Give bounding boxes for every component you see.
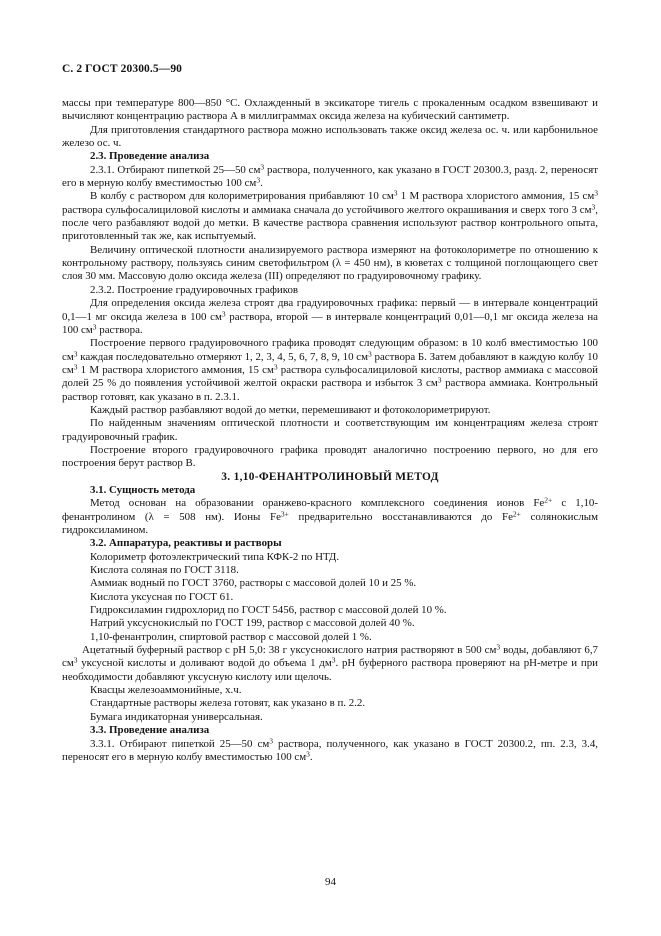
heading-2-3-2: 2.3.2. Построение градуировочных графиков xyxy=(90,283,299,296)
paragraph-continued: массы при температуре 800—850 °С. Охлажденный в эксикаторе тигель с прокаленным осадком взвешивают и вычисляют концентрацию раствора А в миллиграммах оксида железа на кубический сантиметр. xyxy=(62,97,598,123)
heading-3-2: 3.2. Аппаратура, реактивы и растворы xyxy=(90,537,282,550)
section-title-3: 3. 1,10-ФЕНАНТРОЛИНОВЫЙ МЕТОД xyxy=(221,470,439,483)
document-body xyxy=(62,97,598,764)
paragraph-2-3-1: 2.3.1. Отбирают пипеткой 25—50 $см^3$ раствора, полученного, как указано в ГОСТ 20300.3, разд. 2, переносят его в мерную колбу вместимостью 100 $см^3$. xyxy=(62,162,599,190)
paragraph-3-3-1: 3.3.1. Отбирают пипеткой 25—50 $см^3$ раствора, полученного, как указано в ГОСТ 20300.2, пп. 2.3, 3.4, переносят его в мерную колбу вместимостью 100 $см^3$. xyxy=(62,736,599,763)
reagent-item: Кислота соляная по ГОСТ 3118. xyxy=(90,564,239,577)
paragraph-buffer-solution: Ацетатный буферный раствор с pH 5,0: 38 г уксуснокислого натрия растворяют в 500 $см^3$ воды, добавляют 6,7 $см^3$ уксусной кислоты и доливают водой до объема 1 $дм^3$. pH буферного раствора проверяют на pH-метре и при необходимости добавляют уксусную кислоту или щелочь. xyxy=(62,642,598,683)
heading-3-3: 3.3. Проведение анализа xyxy=(90,724,210,737)
reagent-item: Аммиак водный по ГОСТ 3760, растворы с массовой долей 10 и 25 %. xyxy=(90,577,417,590)
reagent-item: Кислота уксусная по ГОСТ 61. xyxy=(90,590,234,603)
reagent-item: Гидроксиламин гидрохлорид по ГОСТ 5456, раствор с массовой долей 10 %. xyxy=(90,604,447,617)
paragraph-two-graphs: Для определения оксида железа строят два градуировочных графика: первый — в интервале концентраций 0,1—1 мг оксида железа в 100 $см^3$ раствора, второй — в интервале концентраций 0,01—0,1 мг оксида железа на 100 $см^3$ раствора. xyxy=(62,297,599,336)
paragraph-second-graph: Построение второго градуировочного графика проводят аналогично построению первого, но для его построения берут раствор В. xyxy=(62,443,598,470)
page-header: С. 2 ГОСТ 20300.5—90 xyxy=(62,63,183,75)
reagent-item: 1,10-фенантролин, спиртовой раствор с массовой долей 1 %. xyxy=(90,630,372,643)
paragraph-build-graph: По найденным значениям оптической плотности и соответствующим им концентрациям железа строят градуировочный график. xyxy=(62,417,598,443)
reagent-item: Натрий уксуснокислый по ГОСТ 199, раствор с массовой долей 40 %. xyxy=(90,617,415,630)
paragraph-standard-solution: Для приготовления стандартного раствора можно использовать также оксид железа ос. ч. или карбонильное железо ос. ч. xyxy=(62,123,598,150)
heading-3-1: 3.1. Сущность метода xyxy=(90,483,196,496)
reagent-item: Колориметр фотоэлектрический типа КФК-2 по НТД. xyxy=(90,550,340,563)
paragraph-method-essence: Метод основан на образовании оранжево-красного комплексного соединения ионов $Fe^{2+}$ с 1,10-фенантролином (λ = 508 нм). Ионы $Fe^{3+}$ предварительно восстанавливаются до $Fe^{2+}$ солянокислым гидроксиламином. xyxy=(62,495,598,536)
paragraph-first-graph: Построение первого градуировочного графика проводят следующим образом: в 10 колб вместимостью 100 $см^3$ каждая последовательно отмеряют 1, 2, 3, 4, 5, 6, 7, 8, 9, 10 $см^3$ раствора Б. Затем добавляют в каждую колбу 10 $см^3$ 1 М раствора хлористого аммония, 15 $см^3$ раствора сульфосалициловой кислоты, раствор аммиака с массовой долей 25 % до появления устойчивой желтой окраски раствора и избыток 3 $см^3$ раствора аммиака. Контрольный раствор готовят, как указано в п. 2.3.1. xyxy=(62,337,599,403)
heading-2-3: 2.3. Проведение анализа xyxy=(90,150,210,163)
paragraph-optical-density: Величину оптической плотности анализируемого раствора измеряют на фотоколориметре по отношению к контрольному раствору, пользуясь синим светофильтром (λ = 450 нм), в кюветах с толщиной поглощающего свет слоя 30 мм. Массовую долю оксида железа (III) определяют по градуировочному графику. xyxy=(62,243,598,283)
reagent-item: Стандартные растворы железа готовят, как указано в п. 2.2. xyxy=(90,697,366,710)
paragraph-dilute: Каждый раствор разбавляют водой до метки, перемешивают и фотоколориметрируют. xyxy=(90,403,491,416)
reagent-item: Бумага индикаторная универсальная. xyxy=(90,710,263,723)
page-number: 94 xyxy=(325,876,336,888)
reagent-item: Квасцы железоаммонийные, х.ч. xyxy=(90,684,242,697)
paragraph-2-3-1-colorimetry: В колбу с раствором для колориметрирования прибавляют 10 $см^3$ 1 М раствора хлористого аммония, 15 $см^3$ раствора сульфосалициловой кислоты и аммиака сначала до устойчивого желтого окрашивания и сверх того 3 $см^3$, после чего разбавляют водой до метки. В качестве раствора сравнения используют раствор контрольного опыта, приготовленный так же, как испытуемый. xyxy=(62,188,598,243)
